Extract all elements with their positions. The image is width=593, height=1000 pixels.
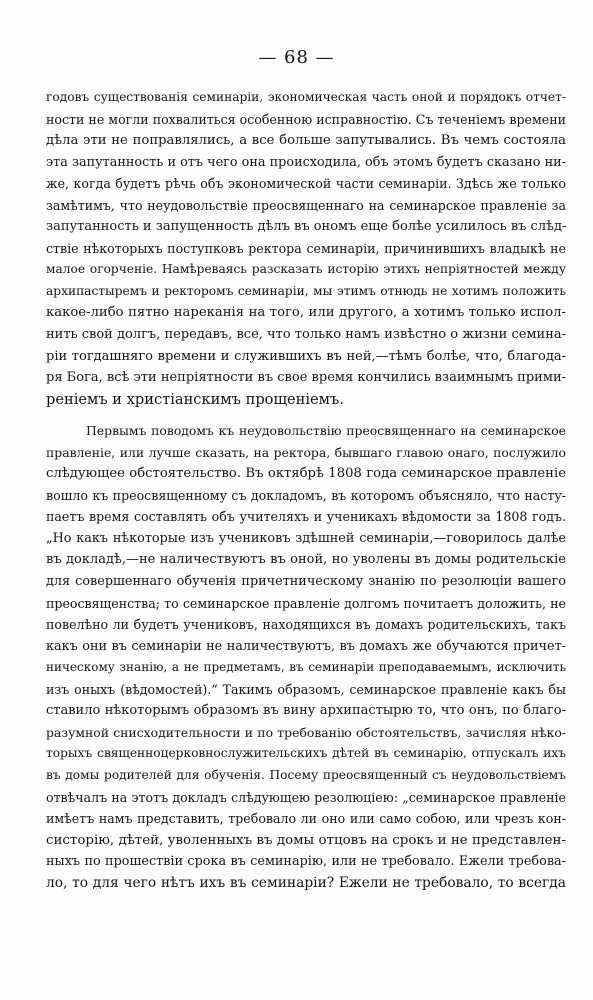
text-line: паетъ время составлять объ учителяхъ и ученикахъ вѣдомости за 1808 годъ. (46, 509, 566, 525)
text-line: ло, то для чего нѣтъ ихъ въ семинаріи? Ежели не требовало, то всегда (46, 874, 566, 891)
paragraph-2 (46, 420, 566, 894)
text-line: замѣтимъ, что неудовольствіе преосвященнаго на семинарское правленіе за (46, 197, 566, 213)
body-text (46, 87, 566, 894)
text-line: ныхъ по прошествіи срока въ семинарію, или не требовало. Ежели требова- (46, 854, 566, 870)
text-line: архипастыремъ и ректоромъ семинаріи, мы этимъ отнюдь не хотимъ положить (46, 283, 566, 298)
text-line: вошло къ преосвященному съ докладомъ, въ которомъ объясняло, что насту- (46, 487, 566, 503)
text-line: дѣла эти не поправлялись, а все больше запутывались. Въ чемъ состояла (46, 133, 566, 149)
text-line: какъ они въ семинаріи не наличествуютъ, въ домахъ же обучаются причет- (46, 638, 566, 654)
text-line: систорію, дѣтей, уволенныхъ въ домы отцовъ на срокъ и не представлен- (46, 832, 566, 848)
text-line: реніемъ и христіанскимъ прощеніемъ. (46, 390, 344, 408)
text-line: ріи тогдашняго времени и служившихъ въ ней,—тѣмъ болѣе, что, благода- (46, 348, 566, 364)
text-line: же, когда будетъ рѣчь объ экономической части семинаріи. Здѣсь же только (46, 176, 566, 192)
text-line: годовъ существованія семинаріи, экономическая часть оной и порядокъ отчет- (46, 90, 566, 104)
text-line: торыхъ священноцерковнослужительскихъ дѣтей въ семинарію, отпускалъ ихъ (46, 746, 566, 761)
text-line: слѣдующее обстоятельство. Въ октябрѣ 1808 года семинарское правленіе (46, 466, 566, 482)
text-line: ря Бога, всѣ эти непріятности въ свое время кончились взаимнымъ прими- (46, 370, 566, 386)
text-line: какое-либо пятно нареканія на того, или другого, а хотимъ только испол- (46, 305, 566, 321)
text-line: изъ оныхъ (вѣдомостей).“ Такимъ образомъ, семинарское правленіе какъ бы (46, 681, 566, 697)
text-line: Первымъ поводомъ къ неудовольствію преосвященнаго на семинарское (86, 423, 566, 439)
text-line: ности не могли похвалиться особенною исправностію. Съ теченіемъ времени (46, 111, 566, 127)
text-line: отвѣчалъ на этотъ докладъ слѣдующею резолюціею: „семинарское правленіе (46, 789, 566, 805)
paragraph-gap (46, 410, 566, 420)
page-number: — 68 — (258, 47, 335, 68)
text-line: въ докладѣ,—не наличествуютъ въ оной, но уволены въ домы родительскіе (46, 552, 566, 568)
text-line: нить свой долгъ, передавъ, все, что только намъ извѣстно о жизни семина- (46, 327, 566, 343)
paragraph-1 (46, 87, 566, 410)
text-line: „Но какъ нѣкоторые изъ учениковъ здѣшней семинаріи,—говорилось далѣе (46, 530, 566, 546)
text-line: преосвященства; то семинарское правленіе долгомъ почитаетъ доложить, не (46, 595, 566, 611)
text-line: для совершеннаго обученія причетническому знанію по резолюціи вашего (46, 574, 566, 590)
text-line: правленіе, или лучше сказать, на ректора, бывшаго главою онаго, послужило (46, 444, 566, 460)
text-line: имѣетъ намъ представить, требовало ли оно или само собою, или чрезъ кон- (46, 811, 566, 827)
text-line: разумной снисходительности и по требованію обстоятельствъ, зачисляя нѣко- (46, 724, 566, 740)
text-line: ническому знанію, а не предметамъ, въ семинаріи преподаваемымъ, исключить (46, 660, 566, 675)
text-line: въ домы родителей для обученія. Посему преосвященный съ неудовольствіемъ (46, 767, 566, 782)
text-line: ставило нѣкоторымъ образомъ въ вину архипастырю то, что онъ, по благо- (46, 703, 566, 719)
text-line: ствіе нѣкоторыхъ поступковъ ректора семинаріи, причинившихъ владыкѣ не (46, 240, 566, 256)
text-line: повелѣно ли будетъ учениковъ, находящихся въ домахъ родительскихъ, такъ (46, 617, 566, 633)
text-line: эта запутанность и отъ чего она происходила, объ этомъ будетъ сказано ни- (46, 154, 566, 170)
text-line: малое огорченіе. Намѣреваясь разсказать исторію этихъ непріятностей между (46, 262, 566, 277)
text-line: запутанность и запущенность дѣлъ въ ономъ еще болѣе усилилось въ слѣд- (46, 219, 566, 235)
